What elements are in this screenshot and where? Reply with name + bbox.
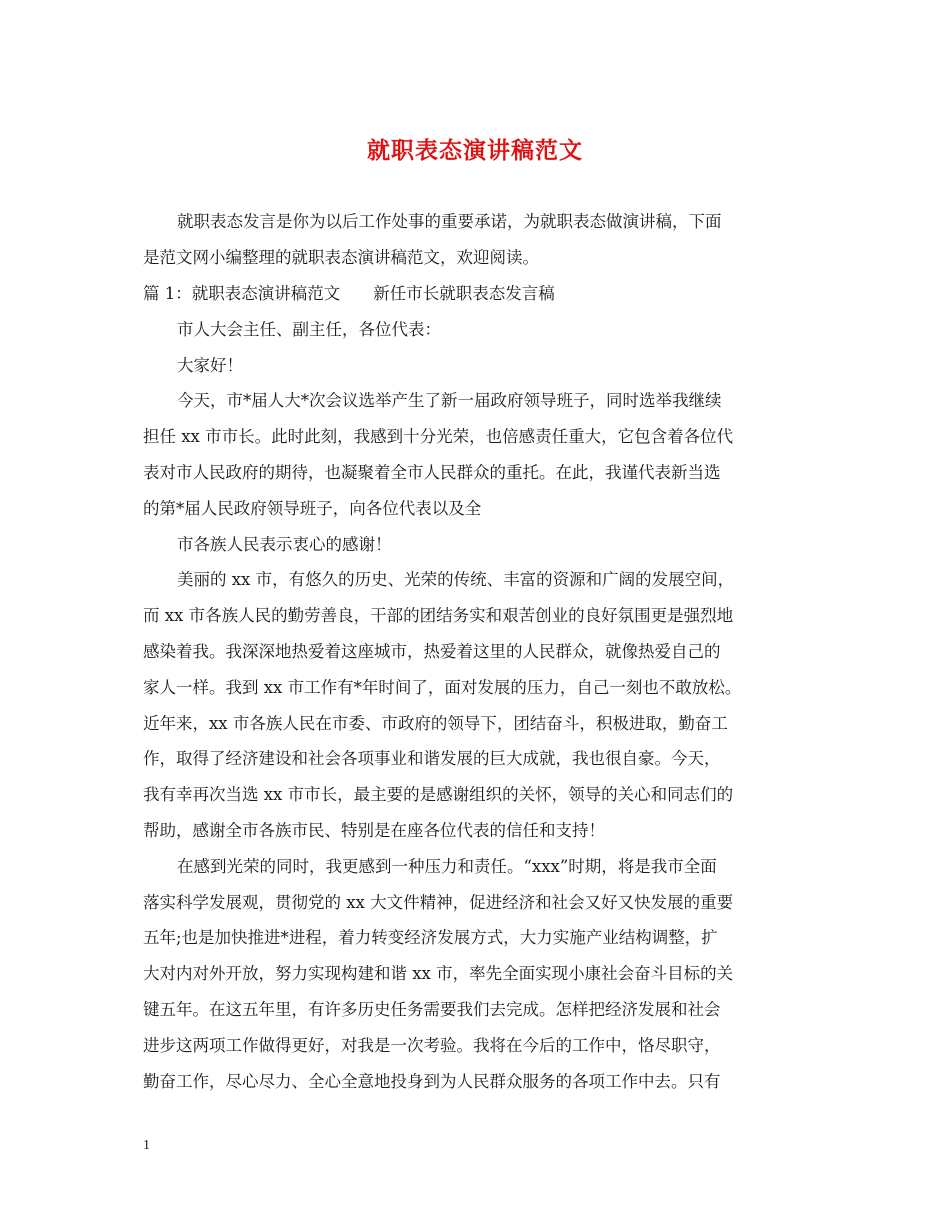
text-line: 进步这两项工作做得更好，对我是一次考验。我将在今后的工作中，恪尽职守， xyxy=(143,1036,721,1055)
text-line: 帮助，感谢全市各族市民、特别是在座各位代表的信任和支持！ xyxy=(143,821,605,840)
text-line: 就职表态发言是你为以后工作处事的重要承诺，为就职表态做演讲稿，下面 xyxy=(177,212,722,231)
text-line: 作，取得了经济建设和社会各项事业和谐发展的巨大成就，我也很自豪。今天， xyxy=(143,749,721,768)
text-line: 近年来，xx 市各族人民在市委、市政府的领导下，团结奋斗，积极进取，勤奋工 xyxy=(143,714,728,733)
section-heading: 篇 1：就职表态演讲稿范文 新任市长就职表态发言稿 xyxy=(143,284,555,303)
text-line: 美丽的 xx 市，有悠久的历史、光荣的传统、丰富的资源和广阔的发展空间， xyxy=(177,570,735,589)
text-line: 的第*届人民政府领导班子，向各位代表以及全 xyxy=(143,499,482,518)
text-line: 落实科学发展观，贯彻党的 xx 大文件精神，促进经济和社会又好又快发展的重要 xyxy=(143,893,734,912)
text-line: 五年;也是加快推进*进程，着力转变经济发展方式，大力实施产业结构调整，扩 xyxy=(143,928,718,947)
text-line: 勤奋工作，尽心尽力、全心全意地投身到为人民群众服务的各项工作中去。只有 xyxy=(143,1072,721,1091)
text-line: 在感到光荣的同时，我更感到一种压力和责任。“xxx”时期，将是我市全面 xyxy=(177,857,717,876)
text-line: 家人一样。我到 xx 市工作有*年时间了，面对发展的压力，自己一刻也不敢放松。 xyxy=(143,678,742,697)
text-line: 我有幸再次当选 xx 市市长，最主要的是感谢组织的关怀，领导的关心和同志们的 xyxy=(143,785,734,804)
page-number: 1 xyxy=(143,1138,150,1153)
text-line: 大家好！ xyxy=(177,356,243,375)
text-line: 市各族人民表示衷心的感谢！ xyxy=(177,535,392,554)
document-title: 就职表态演讲稿范文 xyxy=(367,137,583,164)
text-line: 市人大会主任、副主任，各位代表： xyxy=(177,320,441,339)
text-line: 键五年。在这五年里，有许多历史任务需要我们去完成。怎样把经济发展和社会 xyxy=(143,1000,721,1019)
text-line: 今天，市*届人大*次会议选举产生了新一届政府领导班子，同时选举我继续 xyxy=(177,391,722,410)
text-line: 是范文网小编整理的就职表态演讲稿范文，欢迎阅读。 xyxy=(143,248,539,267)
text-line: 担任 xx 市市长。此时此刻，我感到十分光荣，也倍感责任重大，它包含着各位代 xyxy=(143,427,734,446)
text-line: 感染着我。我深深地热爱着这座城市，热爱着这里的人民群众，就像热爱自己的 xyxy=(143,642,721,661)
text-line: 大对内对外开放，努力实现构建和谐 xx 市，率先全面实现小康社会奋斗目标的关 xyxy=(143,964,734,983)
text-line: 而 xx 市各族人民的勤劳善良，干部的团结务实和艰苦创业的良好氛围更是强烈地 xyxy=(143,606,734,625)
text-line: 表对市人民政府的期待，也凝聚着全市人民群众的重托。在此，我谨代表新当选 xyxy=(143,463,721,482)
